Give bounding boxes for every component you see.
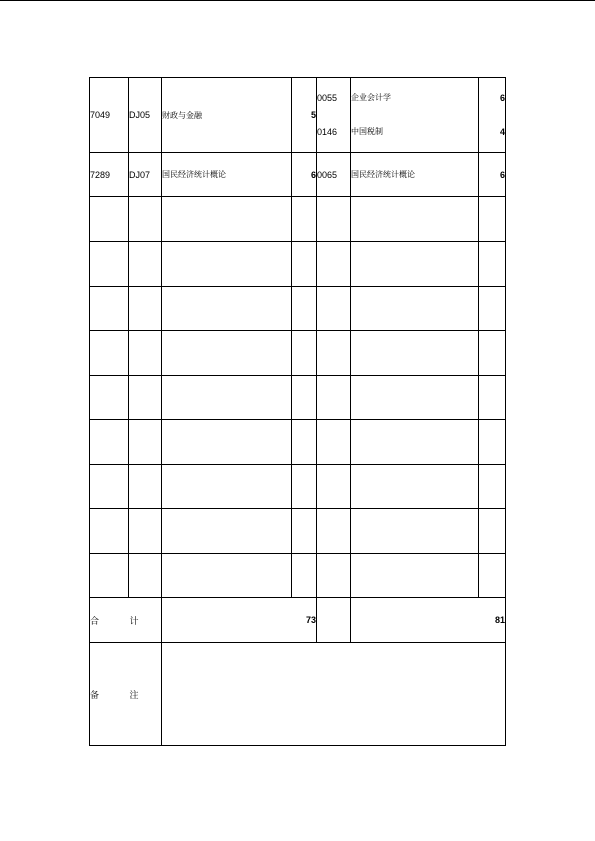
empty-cell — [351, 197, 479, 242]
empty-cell — [162, 509, 292, 554]
empty-cell — [479, 331, 506, 376]
empty-cell — [317, 331, 351, 376]
empty-cell — [162, 420, 292, 465]
empty-cell — [479, 465, 506, 509]
course-table — [89, 77, 506, 746]
empty-cell — [317, 420, 351, 465]
sub-code: 0146 — [317, 127, 338, 137]
empty-cell — [292, 554, 317, 598]
sub-code-cell: 0065 — [317, 153, 351, 197]
empty-cell — [162, 331, 292, 376]
empty-cell — [292, 331, 317, 376]
course-name-cell: 国民经济统计概论 — [162, 153, 292, 197]
totals-row — [90, 598, 506, 643]
table-row — [90, 376, 506, 420]
table-row — [90, 331, 506, 376]
sub-code: 0055 — [317, 93, 338, 103]
empty-cell — [351, 509, 479, 554]
totals-label: 合 计 — [90, 598, 162, 643]
sub-name-cell: 国民经济统计概论 — [351, 153, 479, 197]
empty-cell — [292, 465, 317, 509]
empty-cell — [90, 331, 129, 376]
empty-cell — [162, 197, 292, 242]
empty-cell — [479, 554, 506, 598]
empty-cell — [90, 465, 129, 509]
empty-cell — [162, 465, 292, 509]
totals-left-value: 73 — [162, 598, 317, 643]
empty-cell — [317, 509, 351, 554]
empty-cell — [162, 287, 292, 331]
notes-row — [90, 643, 506, 746]
table-row — [90, 153, 506, 197]
sub-code-cell — [317, 78, 351, 153]
page-top-rule — [0, 0, 595, 1]
empty-cell — [129, 242, 162, 287]
empty-cell — [129, 465, 162, 509]
empty-cell — [129, 287, 162, 331]
empty-cell — [479, 420, 506, 465]
table-row — [90, 420, 506, 465]
empty-cell — [479, 242, 506, 287]
sub-credit-cell — [479, 78, 506, 153]
credit-cell: 5 — [292, 78, 317, 153]
empty-cell — [317, 554, 351, 598]
sub-name: 企业会计学 — [351, 93, 391, 102]
empty-cell — [351, 242, 479, 287]
empty-cell — [351, 376, 479, 420]
table-row — [90, 465, 506, 509]
empty-cell — [351, 420, 479, 465]
sub-credit: 4 — [499, 127, 505, 137]
table-row — [90, 242, 506, 287]
notes-label: 备 注 — [90, 643, 162, 746]
empty-cell — [292, 197, 317, 242]
sub-credit-cell: 6 — [479, 153, 506, 197]
empty-cell — [292, 509, 317, 554]
empty-cell — [129, 509, 162, 554]
empty-cell — [292, 287, 317, 331]
empty-cell — [317, 197, 351, 242]
sub-name-cell — [351, 78, 479, 153]
totals-right-value: 81 — [351, 598, 506, 643]
empty-cell — [90, 376, 129, 420]
empty-cell — [351, 287, 479, 331]
notes-value — [162, 643, 506, 746]
table-row — [90, 287, 506, 331]
empty-cell — [162, 554, 292, 598]
exam-code-cell: 7289 — [90, 153, 129, 197]
empty-cell — [351, 554, 479, 598]
empty-cell — [351, 331, 479, 376]
empty-cell — [479, 509, 506, 554]
table-row — [90, 509, 506, 554]
empty-cell — [90, 287, 129, 331]
empty-cell — [292, 420, 317, 465]
table-row — [90, 554, 506, 598]
table-row — [90, 78, 506, 153]
course-code-cell: DJ07 — [129, 153, 162, 197]
empty-cell — [129, 197, 162, 242]
empty-cell — [90, 197, 129, 242]
sub-name: 中国税制 — [351, 127, 383, 136]
empty-cell — [317, 598, 351, 643]
empty-cell — [162, 242, 292, 287]
empty-cell — [162, 376, 292, 420]
empty-cell — [479, 287, 506, 331]
empty-cell — [292, 376, 317, 420]
empty-cell — [90, 554, 129, 598]
exam-code-cell: 7049 — [90, 78, 129, 153]
empty-cell — [479, 376, 506, 420]
empty-cell — [129, 420, 162, 465]
empty-cell — [90, 420, 129, 465]
empty-cell — [129, 331, 162, 376]
empty-cell — [317, 242, 351, 287]
empty-cell — [317, 465, 351, 509]
empty-cell — [90, 509, 129, 554]
credit-cell: 6 — [292, 153, 317, 197]
empty-cell — [129, 554, 162, 598]
empty-cell — [317, 287, 351, 331]
empty-cell — [292, 242, 317, 287]
empty-cell — [317, 376, 351, 420]
table-row — [90, 197, 506, 242]
sub-credit: 6 — [499, 93, 505, 103]
empty-cell — [129, 376, 162, 420]
course-code-cell: DJ05 — [129, 78, 162, 153]
empty-cell — [90, 242, 129, 287]
empty-cell — [479, 197, 506, 242]
empty-cell — [351, 465, 479, 509]
course-name-cell: 财政与金融 — [162, 78, 292, 153]
